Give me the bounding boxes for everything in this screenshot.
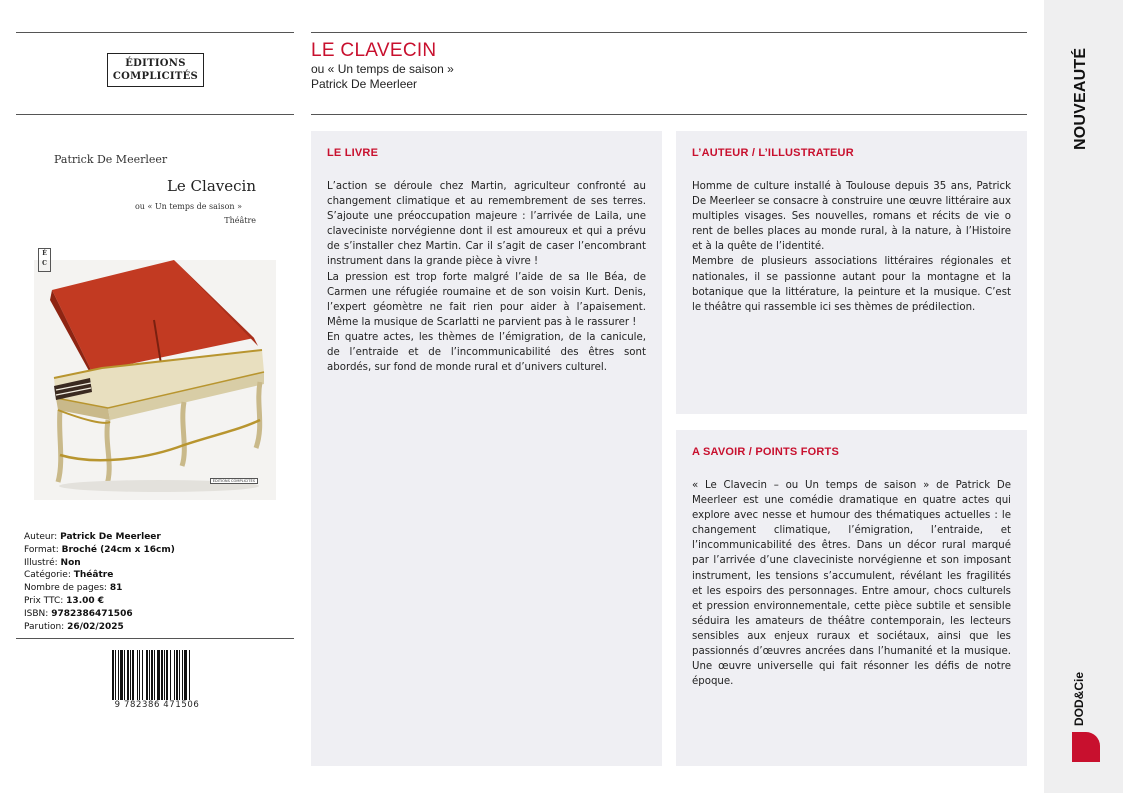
barcode-bar — [166, 650, 168, 700]
barcode-digits: 9 782386 471506 — [114, 700, 200, 710]
spec-row: Parution: 26/02/2025 — [24, 621, 124, 632]
book-author: Patrick De Meerleer — [311, 77, 418, 91]
book-specs — [24, 531, 175, 633]
savoir-paragraph: « Le Clavecin – ou Un temps de saison » de Patrick De Meerleer est une comédie dramatique en quatre actes qui explore avec nesse et humour des thématiques actuelles : le changement climatique, l’émigration, l’entraide, et l’incommunicabilité des êtres. Dans un décor rural marqué par l’arrivée d’une claveciniste norvégienne et son imposant instrument, les tensions s’accumulent, révélant les fragilités et les espoirs des personnages. Entre amour, chocs culturels et pression environnementale, cette pièce subtile et sensible séduira les amateurs de théâtre contemporain, les lecteurs sensibles aux enjeux ruraux et sociétaux, ainsi que les passionnés d’œuvres ancrées dans l’humanité et la musique. Une œuvre universelle qui fait résonner les défis de notre époque. — [692, 480, 1011, 688]
barcode-bar — [164, 650, 165, 700]
book-subtitle: ou « Un temps de saison » — [311, 62, 454, 76]
barcode-bar — [182, 650, 183, 700]
nouveaute-label: NOUVEAUTÉ — [1072, 47, 1089, 150]
panel-auteur-heading: L’AUTEUR / L’ILLUSTRATEUR — [692, 147, 854, 159]
barcode-bar — [179, 650, 180, 700]
spec-row: Prix TTC: 13.00 € — [24, 595, 105, 606]
barcode-bar — [174, 650, 175, 700]
cover-title: Le Clavecin — [166, 177, 256, 195]
spec-row: Catégorie: Théâtre — [24, 570, 114, 581]
publisher-line2: COMPLICITÉS — [112, 71, 199, 82]
barcode-bar — [149, 650, 150, 700]
barcode-bar — [161, 650, 163, 700]
panel-savoir — [676, 430, 1027, 766]
top-rule-left — [16, 32, 294, 33]
barcode-bar — [154, 650, 155, 700]
barcode-bar — [170, 650, 171, 700]
spec-row: Format: Broché (24cm x 16cm) — [24, 544, 175, 555]
harpsichord-illustration — [34, 260, 276, 500]
cover-logo — [38, 248, 51, 272]
barcode-bar — [139, 650, 140, 700]
header-rule-right — [311, 114, 1027, 115]
barcode-bar — [120, 650, 123, 700]
spec-row: Illustré: Non — [24, 557, 81, 568]
harpsichord-image — [34, 260, 276, 500]
cover-genre: Théâtre — [224, 216, 256, 225]
panel-savoir-heading: A SAVOIR / POINTS FORTS — [692, 446, 839, 458]
barcode-bar — [157, 650, 160, 700]
cover-logo-line2: C — [42, 260, 47, 267]
barcode-bar — [124, 650, 125, 700]
barcode-bar — [132, 650, 134, 700]
panel-livre — [311, 131, 662, 766]
panel-auteur — [676, 131, 1027, 414]
auteur-paragraph-2: Membre de plusieurs associations littéraires régionales et nationales, il se passionne autant pour la montagne et la botanique que la littérature, la peinture et la musique. C’est le théâtre qui rassemble ici ses thèmes de prédilection. — [692, 256, 1011, 313]
barcode-bar — [127, 650, 129, 700]
spec-row: Nombre de pages: 81 — [24, 583, 123, 594]
barcode-bar — [130, 650, 131, 700]
livre-paragraph-1: L’action se déroule chez Martin, agriculteur confronté au changement climatique et au remembrement de ses terres. S’ajoute une préoccupation majeure : l’arrivée de Laila, une claveciniste norvégienne dont il est amoureux et qui a prévu de s’installer chez Martin. Car il s’agit de caser l’encombrant instrument dans la grande pièce à vivre ! — [327, 181, 646, 268]
panel-livre-heading: LE LIVRE — [327, 147, 379, 159]
publisher-logo — [107, 53, 204, 87]
cover-footer-label: ÉDITIONS COMPLICITÉS — [210, 478, 258, 484]
barcode-bar — [112, 650, 114, 700]
book-cover — [34, 140, 276, 500]
brand-text: DOD&Cie — [1072, 671, 1086, 726]
specs-rule — [16, 638, 294, 639]
brand-logo — [1070, 660, 1102, 764]
spec-row: Auteur: Patrick De Meerleer — [24, 532, 161, 542]
barcode-bar — [142, 650, 143, 700]
top-rule-right — [311, 32, 1027, 33]
barcode-bar — [176, 650, 178, 700]
livre-paragraph-2: La pression est trop forte malgré l’aide de sa lle Béa, de Carmen une réfugiée roumaine et de son voisin Kurt. Denis, l’expert géomètre ne fait rien pour aider à l’apaisement. Même la musique de Scarlatti ne parvient pas à le rassurer ! — [327, 271, 646, 328]
livre-paragraph-3: En quatre actes, les thèmes de l’émigration, de la canicule, de l’entraide et de l’incommunicabilité des êtres sont abordés, sur fond de monde rural et d’univers culturel. — [327, 331, 646, 374]
barcode-bar — [115, 650, 116, 700]
publisher-line1: ÉDITIONS — [125, 58, 186, 69]
cover-logo-line1: É — [42, 250, 47, 257]
barcode-bar — [146, 650, 148, 700]
barcode-bar — [151, 650, 153, 700]
barcode-bar — [189, 650, 190, 700]
header-rule-left — [16, 114, 294, 115]
book-title: LE CLAVECIN — [311, 40, 437, 61]
cover-subtitle: ou « Un temps de saison » — [134, 202, 242, 211]
auteur-paragraph-1: Homme de culture installé à Toulouse depuis 35 ans, Patrick De Meerleer se consacre à construire une œuvre littéraire aux multiples visages. Ses nouvelles, romans et récits de vie o rent de belles places au monde rural, à la nature, à l’Histoire et à la quête de l’identité. — [692, 181, 1011, 253]
barcode-bar — [137, 650, 138, 700]
cover-author: Patrick De Meerleer — [54, 153, 168, 166]
barcode-bar — [184, 650, 187, 700]
barcode-bar — [118, 650, 119, 700]
isbn-barcode — [108, 650, 212, 710]
spec-row: ISBN: 9782386471506 — [24, 608, 133, 619]
